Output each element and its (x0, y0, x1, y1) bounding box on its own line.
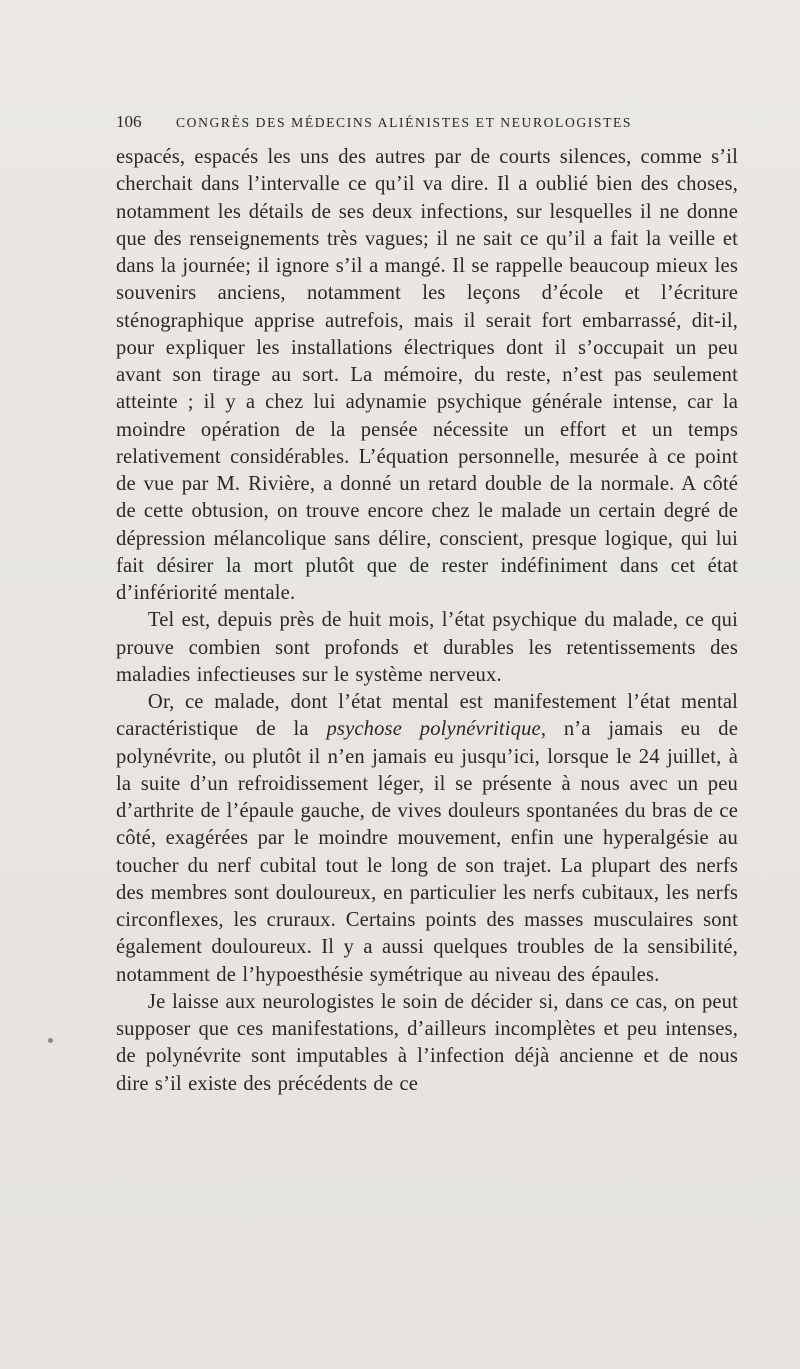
page-header (116, 112, 736, 138)
italic-term: psychose polynévritique (326, 718, 541, 741)
paragraph-3-text-before: Or, ce malade, dont l’état mental est manifestement l’état mental caractéristique de la (116, 691, 738, 741)
margin-mark (48, 1038, 53, 1043)
paragraph-1: espacés, espacés les uns des autres par de courts silences, comme s’il cherchait dans l’intervalle ce qu’il va dire. Il a oublié bien des choses, notamment les détails de ses deux infections, sur lesquelles il ne donne que des renseignements très vagues; il ne sait ce qu’il a fait la veille et dans la journée; il ignore s’il a mangé. Il se rappelle beaucoup mieux les souvenirs anciens, notamment les leçons d’école et l’écriture sténographique apprise autrefois, mais il serait fort embarrassé, dit-il, pour expliquer les installations électriques dont il s’occupait un peu avant son tirage au sort. La mémoire, du reste, n’est pas seulement atteinte ; il y a chez lui adynamie psychique générale intense, car la moindre opération de la pensée nécessite un effort et un temps relativement considérables. L’équation personnelle, mesurée à ce point de vue par M. Rivière, a donné un retard double de la normale. A côté de cette obtusion, on trouve encore chez le malade un certain degré de dépression mélancolique sans délire, conscient, presque logique, qui lui fait désirer la mort plutôt que de rester indéfiniment dans cet état d’infériorité mentale. (116, 146, 738, 604)
paragraph-3-text-after: , n’a jamais eu de polynévrite, ou plutôt il n’en jamais eu jusqu’ici, lorsque le 24 juillet, à la suite d’un refroidissement léger, il se présente à nous avec un peu d’arthrite de l’épaule gauche, de vives douleurs spontanées du bras de ce côté, exagérées par le moindre mouvement, enfin une hyperalgésie au toucher du nerf cubital tout le long de son trajet. La plupart des nerfs des membres sont douloureux, en particulier les nerfs cubitaux, les nerfs circonflexes, les cruraux. Certains points des masses musculaires sont également douloureux. Il y a aussi quelques troubles de la sensibilité, notamment de l’hypoesthésie symétrique au niveau des épaules. (116, 718, 738, 986)
page-number: 106 (116, 112, 142, 131)
paragraph-3 (116, 689, 738, 989)
body-text (116, 144, 738, 1098)
running-title: CONGRÈS DES MÉDECINS ALIÉNISTES ET NEUROLOGISTES (176, 115, 633, 130)
paragraph-4: Je laisse aux neurologistes le soin de décider si, dans ce cas, on peut supposer que ces manifestations, d’ailleurs incomplètes et peu intenses, de polynévrite sont imputables à l’infection déjà ancienne et de nous dire s’il existe des précédents de ce (116, 990, 738, 1095)
paragraph-2: Tel est, depuis près de huit mois, l’état psychique du malade, ce qui prouve combien sont profonds et durables les retentissements des maladies infectieuses sur le système nerveux. (116, 609, 738, 686)
